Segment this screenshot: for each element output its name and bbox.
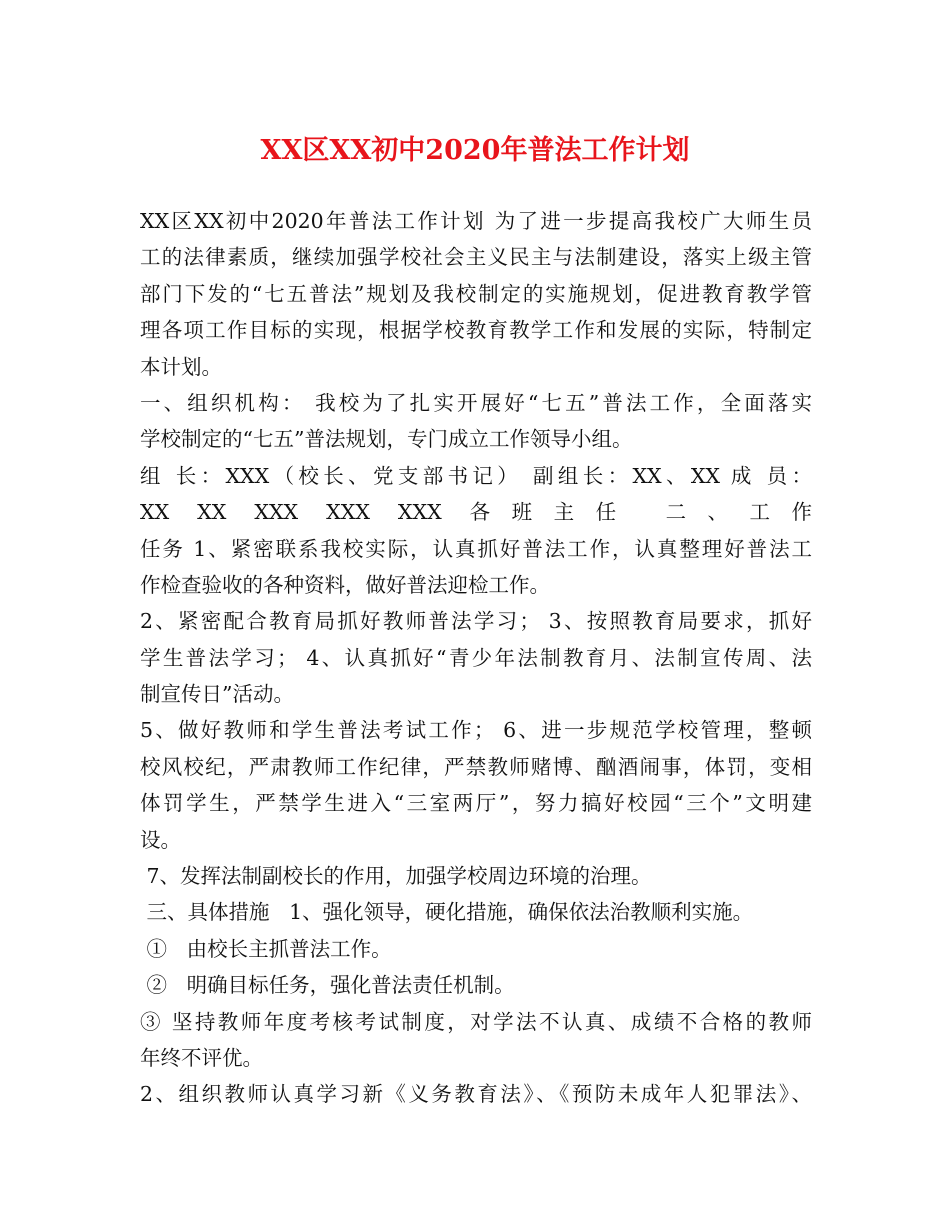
body-line: 5、做好教师和学生普法考试工作； 6、进一步规范学校管理，整顿 — [140, 718, 812, 743]
body-line: 一、组织机构： 我校为了扎实开展好“七五”普法工作，全面落实 — [140, 390, 812, 415]
body-line: 制宣传日”活动。 — [140, 682, 294, 707]
body-line: 年终不评优。 — [140, 1045, 263, 1070]
body-line: 2、组织教师认真学习新《义务教育法》、《预防未成年人犯罪法》、 — [140, 1082, 812, 1107]
body-line: 学校制定的“七五”普法规划，专门成立工作领导小组。 — [140, 427, 633, 452]
body-line: 2、紧密配合教育局抓好教师普法学习； 3、按照教育局要求，抓好 — [140, 609, 812, 634]
body-line: 本计划。 — [140, 354, 222, 379]
body-line: 任务 1、紧密联系我校实际，认真抓好普法工作，认真整理好普法工 — [140, 536, 812, 561]
body-line: ③ 坚持教师年度考核考试制度，对学法不认真、成绩不合格的教师 — [140, 1009, 812, 1034]
body-line: 组 长：XXX（校长、党支部书记） 副组长：XX、XX 成 员： — [140, 463, 812, 488]
body-line: 7、发挥法制副校长的作用，加强学校周边环境的治理。 — [140, 864, 652, 889]
body-line: 三、具体措施 1、强化领导，硬化措施，确保依法治教顺利实施。 — [140, 900, 754, 925]
body-line: XX XX XXX XXX XXX 各班主任 二、工作 — [140, 500, 812, 525]
body-line: 学生普法学习； 4、认真抓好“青少年法制教育月、法制宣传周、法 — [140, 645, 812, 670]
body-line: XX区XX初中2020年普法工作计划 为了进一步提高我校广大师生员 — [140, 209, 812, 233]
body-line: 作检查验收的各种资料，做好普法迎检工作。 — [140, 572, 550, 597]
body-line: ② 明确目标任务，强化普法责任机制。 — [140, 973, 515, 998]
document-body — [140, 203, 812, 1113]
body-line: 设。 — [140, 827, 181, 852]
body-line: 理各项工作目标的实现，根据学校教育教学工作和发展的实际，特制定 — [140, 318, 812, 343]
document-title: XX区XX初中2020年普法工作计划 — [260, 135, 690, 166]
body-line: 体罚学生，严禁学生进入“三室两厅”，努力搞好校园“三个”文明建 — [140, 791, 812, 816]
body-line: 工的法律素质，继续加强学校社会主义民主与法制建设，落实上级主管 — [140, 245, 812, 270]
body-line: 部门下发的“七五普法”规划及我校制定的实施规划，促进教育教学管 — [140, 281, 812, 306]
body-line: ① 由校长主抓普法工作。 — [140, 936, 392, 961]
body-line: 校风校纪，严肃教师工作纪律，严禁教师赌博、酗酒闹事，体罚，变相 — [140, 754, 812, 779]
